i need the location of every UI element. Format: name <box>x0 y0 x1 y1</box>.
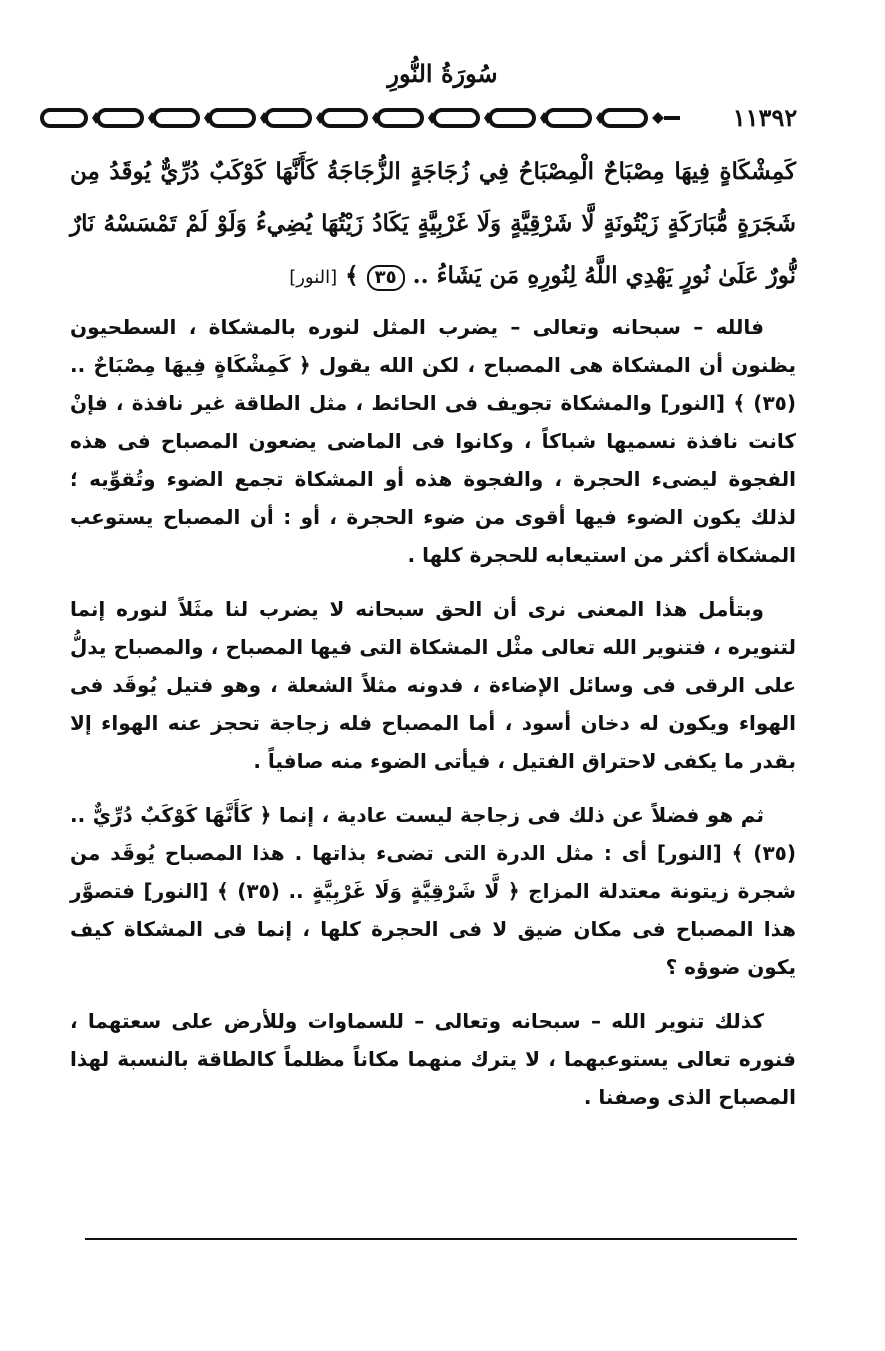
verse-text: كَمِشْكَاةٍ فِيهَا مِصْبَاحٌ الْمِصْبَاحُ فِي زُجَاجَةٍ الزُّجَاجَةُ كَأَنَّهَا كَوْكَبٌ دُرِّيٌّ يُوقَدُ مِن شَجَرَةٍ مُّبَارَكَةٍ زَيْتُونَةٍ لَّا شَرْقِيَّةٍ وَلَا غَرْبِيَّةٍ يَكَادُ زَيْتُهَا يُضِيءُ وَلَوْ لَمْ تَمْسَسْهُ نَارٌ نُّورٌ عَلَىٰ نُورٍ يَهْدِي اللَّهُ لِنُورِهِ مَن يَشَاءُ .. <box>70 158 796 289</box>
paragraph: كذلك تنوير الله – سبحانه وتعالى – للسماوات وللأرض على سعتهما ، فنوره تعالى يستوعبهما ، لا يترك منهما مكاناً مظلماً كالطاقة بالنسبة لهذا المصباح الذى وصفنا . <box>70 1009 796 1109</box>
ayah-number-marker: ٣٥ <box>367 265 405 291</box>
paragraph: وبتأمل هذا المعنى نرى أن الحق سبحانه لا يضرب لنا مثَلاً لنوره إنما لتنويره ، فتنوير الله تعالى مثْل المشكاة التى فيها المصباح ، والمصباح يدلُّ على الرقى فى وسائل الإضاءة ، فدونه مثلاً الشعلة ، وهو فتيل يُوقَد فى الهواء ويكون له دخان أسود ، أما المصباح فله زجاجة تحجز عنه الهواء إلا بقدر ما يكفى لاحتراق الفتيل ، فيأتى الضوء منه صافياً . <box>70 597 796 773</box>
decorative-chain-ornament <box>40 106 680 130</box>
quran-verse <box>70 146 796 304</box>
header-band <box>40 100 840 136</box>
commentary-body <box>70 308 796 1132</box>
paragraph: ثم هو فضلاً عن ذلك فى زجاجة ليست عادية ، إنما ﴿ كَأَنَّهَا كَوْكَبٌ دُرِّيٌّ .. (٣٥) ﴾ [النور] أى : مثل الدرة التى تضىء بذاتها . هذا المصباح يُوقَد من شجرة زيتونة معتدلة المزاج ﴿ لَّا شَرْقِيَّةٍ وَلَا غَرْبِيَّةٍ .. (٣٥) ﴾ [النور] فتصوَّر هذا المصباح فى مكان ضيق لا فى الحجرة كلها ، إنما فى المشكاة كيف يكون ضوؤه ؟ <box>70 803 796 979</box>
page-number: ١١٣٩٢ <box>732 103 798 132</box>
footer-divider <box>85 1238 797 1240</box>
surah-title: سُورَةُ النُّورِ <box>387 59 498 88</box>
surah-reference: [النور] <box>289 267 338 288</box>
paragraph: فالله – سبحانه وتعالى – يضرب المثل لنوره بالمشكاة ، السطحيون يظنون أن المشكاة هى المصباح ، لكن الله يقول ﴿ كَمِشْكَاةٍ فِيهَا مِصْبَاحٌ .. (٣٥) ﴾ [النور] والمشكاة تجويف فى الحائط ، مثل الطاقة غير نافذة ، فإنْ كانت نافذة نسميها شباكاً ، وكانوا فى الماضى يضعون المصباح فى هذه الفجوة ليضىء الحجرة ، والفجوة هذه أو المشكاة تجمع الضوء وتُقوِّيه ؛ لذلك يكون الضوء فيها أقوى من ضوء الحجرة ، أو : أن المصباح يستوعب المشكاة أكثر من استيعابه للحجرة كلها . <box>70 315 796 567</box>
verse-close-bracket: ﴾ <box>345 262 359 289</box>
